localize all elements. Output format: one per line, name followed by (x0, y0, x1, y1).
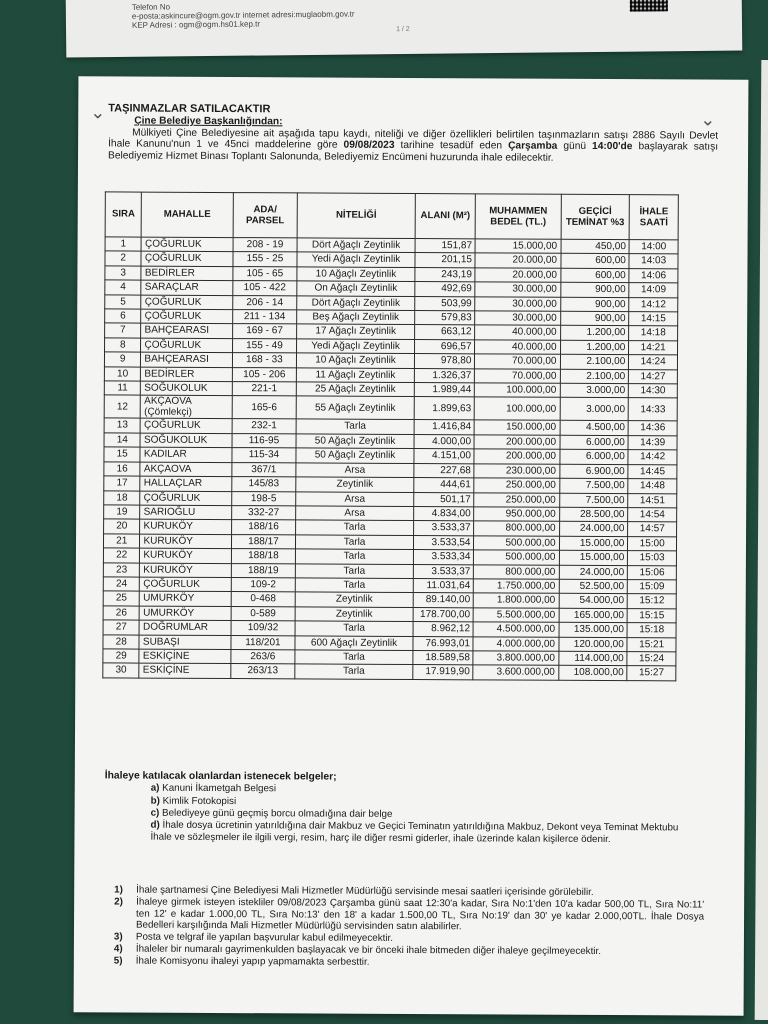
cell-alan: 1.899,63 (414, 397, 475, 420)
cell-saat: 15:00 (628, 536, 677, 551)
cell-ada: 188/18 (231, 549, 296, 564)
cell-alan: 503,99 (414, 296, 475, 311)
cell-teminat: 600,00 (560, 254, 629, 269)
cell-nitelik: Zeytinlik (296, 592, 413, 607)
cell-sira: 9 (104, 352, 141, 367)
cell-mahalle: KURUKÖY (140, 519, 231, 534)
cell-saat: 15:15 (627, 608, 676, 623)
cell-ada: 232-1 (232, 419, 297, 434)
notice-intro-paragraph: Mülkiyeti Çine Belediyesine ait aşağıda tapu kaydı, niteliği ve diğer özellikleri belirtilen taşınmazların satışı 2886 Sayılı Devlet İhale Kanunu'nun 1 ve 45nci maddelerine göre 09/08/2023 tarihine tesadüf eden Çarşamba günü 14:00'de başlayarak satışı Belediyemiz Hizmet Binası Toplantı Salonunda, Belediyemiz Encümeni huzurunda ihale edilecektir. (108, 127, 719, 164)
cell-saat: 14:39 (628, 436, 677, 451)
cell-mahalle: ÇOĞURLUK (141, 251, 232, 266)
cell-saat: 14:33 (629, 398, 678, 421)
cell-alan: 1.989,44 (414, 383, 475, 398)
cell-alan: 579,83 (414, 311, 475, 326)
cell-teminat: 24.000,00 (559, 565, 628, 580)
qr-code-icon (630, 0, 668, 12)
cell-ada: 109-2 (231, 577, 296, 592)
cell-mahalle: UMURKÖY (140, 591, 231, 606)
cell-mahalle: AKÇAOVA (Çömlekçi) (141, 396, 232, 419)
cell-bedel: 500.000,00 (474, 536, 559, 551)
cell-sira: 27 (103, 620, 140, 635)
cell-ada: 367/1 (231, 462, 296, 477)
cell-mahalle: SARIOĞLU (140, 505, 231, 520)
cell-bedel: 800.000,00 (474, 521, 559, 536)
cell-bedel: 70.000,00 (475, 354, 560, 369)
property-table (102, 191, 679, 681)
cell-mahalle: ÇOĞURLUK (141, 419, 232, 434)
cell-bedel: 20.000,00 (475, 253, 560, 268)
cell-ada: 105 - 206 (232, 367, 297, 382)
cell-mahalle: ÇOĞURLUK (141, 309, 232, 324)
cell-bedel: 1.800.000,00 (474, 593, 559, 608)
document-item-d: d) İhale dosya ücretinin yatırıldığına dair Makbuz ve Geçici Teminatın yatırıldığına Makbuz, Dekont veya Teminat Mektubu (150, 819, 679, 834)
cell-alan: 8.962,12 (413, 622, 474, 637)
cell-sira: 18 (104, 490, 141, 505)
document-item-c: c) Belediyeye günü geçmiş borcu olmadığına dair belge (150, 807, 393, 820)
cell-bedel: 230.000,00 (474, 464, 559, 479)
notice-header (108, 103, 718, 165)
cell-ada: 118/201 (231, 635, 296, 650)
cell-sira: 11 (104, 381, 141, 396)
cell-teminat: 900,00 (560, 297, 629, 312)
cell-sira: 25 (103, 591, 140, 606)
cell-bedel: 4.000.000,00 (473, 636, 558, 651)
cell-sira: 2 (105, 251, 142, 266)
cell-teminat: 2.100,00 (560, 369, 629, 384)
cell-ada: 0-589 (231, 606, 296, 621)
table-row (103, 663, 676, 680)
cell-mahalle: ÇOĞURLUK (141, 295, 232, 310)
cell-alan: 76.993,01 (413, 636, 474, 651)
cell-saat: 14:00 (629, 240, 678, 255)
cell-mahalle: SOĞUKOLUK (141, 381, 232, 396)
cell-alan: 4.000,00 (414, 434, 475, 449)
cell-saat: 15:18 (627, 623, 676, 638)
col-teminat: GEÇİCİ TEMİNAT %3 (561, 194, 630, 239)
cell-saat: 14:42 (628, 450, 677, 465)
cell-sira: 29 (103, 649, 140, 664)
cell-bedel: 150.000,00 (475, 420, 560, 435)
cell-nitelik: Tarla (296, 563, 413, 578)
pushpin-icon: ⌄ (700, 109, 716, 130)
cell-bedel: 200.000,00 (474, 449, 559, 464)
cell-saat: 14:45 (628, 464, 677, 479)
col-sira: SIRA (105, 192, 142, 237)
col-mahalle: MAHALLE (142, 192, 233, 237)
cell-ada: 198-5 (231, 491, 296, 506)
cell-nitelik: 17 Ağaçlı Zeytinlik (297, 324, 414, 339)
note-number: 5) (113, 955, 123, 967)
cell-mahalle: BAHÇEARASI (141, 352, 232, 367)
cell-ada: 168 - 33 (232, 353, 297, 368)
cell-ada: 188/17 (231, 534, 296, 549)
cell-sira: 28 (103, 634, 140, 649)
cell-mahalle: UMURKÖY (140, 606, 231, 621)
note-item (104, 896, 704, 935)
cell-teminat: 28.500,00 (559, 507, 628, 522)
cell-saat: 15:12 (628, 594, 677, 609)
required-documents (104, 770, 704, 847)
cell-teminat: 900,00 (560, 311, 629, 326)
cell-mahalle: ESKİÇİNE (139, 649, 230, 664)
cell-ada: 109/32 (231, 621, 296, 636)
cell-nitelik: Tarla (295, 650, 412, 665)
cell-ada: 145/83 (231, 477, 296, 492)
cell-alan: 17.919,90 (413, 665, 474, 680)
cell-ada: 169 - 67 (232, 324, 297, 339)
cell-sira: 14 (104, 433, 141, 448)
cell-saat: 15:27 (627, 666, 676, 681)
cell-bedel: 30.000,00 (475, 282, 560, 297)
cell-nitelik: Tarla (296, 520, 413, 535)
table-row (104, 395, 677, 421)
cell-teminat: 54.000,00 (559, 594, 628, 609)
tax-expenses-note: İhale ve sözleşmeler ile ilgili vergi, resim, harç ile diğer resmi giderler, ihale üzerinde kalan kişilerce ödenir. (150, 832, 611, 846)
cell-nitelik: Arsa (296, 463, 413, 478)
document-item-b: b) Kimlik Fotokopisi (150, 795, 237, 807)
note-number: 1) (114, 884, 123, 896)
note-item (104, 955, 704, 970)
cell-saat: 14:24 (629, 355, 678, 370)
cell-teminat: 4.500,00 (560, 421, 629, 436)
cell-ada: 155 - 25 (233, 252, 298, 267)
cell-teminat: 3.000,00 (560, 398, 629, 421)
cell-sira: 19 (104, 505, 141, 520)
cell-bedel: 100.000,00 (475, 383, 560, 398)
cell-teminat: 1.200,00 (560, 326, 629, 341)
cell-ada: 332-27 (231, 505, 296, 520)
cell-ada: 263/6 (230, 650, 295, 665)
cell-saat: 15:21 (627, 637, 676, 652)
cell-alan: 1.326,37 (414, 368, 475, 383)
cell-teminat: 114.000,00 (558, 651, 627, 666)
cell-teminat: 600,00 (560, 268, 629, 283)
cell-alan: 3.533,37 (413, 521, 474, 536)
note-text: İhaleler bir numaralı gayrimenkulden başlayacak ve bir önceki ihale bitmeden diğer ihaleye geçilmeyecektir. (135, 943, 601, 957)
cell-teminat: 450,00 (561, 239, 630, 254)
cell-mahalle: HALLAÇLAR (140, 476, 231, 491)
col-alan: ALANI (M²) (415, 194, 476, 239)
cell-mahalle: BAHÇEARASI (141, 324, 232, 339)
cell-alan: 89.140,00 (413, 593, 474, 608)
cell-ada: 105 - 422 (232, 281, 297, 296)
contact-block (132, 1, 355, 30)
cell-saat: 15:03 (628, 551, 677, 566)
cell-sira: 13 (104, 418, 141, 433)
cell-ada: 211 - 134 (232, 310, 297, 325)
cell-bedel: 70.000,00 (475, 368, 560, 383)
cell-mahalle: BEDİRLER (141, 367, 232, 382)
cell-saat: 14:12 (629, 297, 678, 312)
cell-nitelik: Arsa (296, 491, 413, 506)
cell-mahalle: ÇOĞURLUK (141, 237, 232, 252)
table-header-row (105, 192, 678, 240)
cell-ada: 116-95 (232, 433, 297, 448)
cell-bedel: 500.000,00 (474, 550, 559, 565)
document-item-a: a) Kanuni İkametgah Belgesi (150, 782, 277, 795)
issuing-authority: Çine Belediye Başkanlığından: (134, 115, 283, 128)
cell-nitelik: Beş Ağaçlı Zeytinlik (297, 310, 414, 325)
cell-alan: 444,61 (414, 478, 475, 493)
note-text: Posta ve telgraf ile yapılan başvurular kabul edilmeyecektir. (135, 931, 394, 945)
cell-nitelik: 11 Ağaçlı Zeytinlik (297, 368, 414, 383)
note-number: 4) (113, 943, 123, 955)
cell-mahalle: KURUKÖY (140, 548, 231, 563)
cell-alan: 501,17 (413, 492, 474, 507)
col-saat: İHALE SAATİ (629, 195, 678, 240)
auction-notice-page (74, 76, 749, 1015)
cell-saat: 14:30 (629, 384, 678, 399)
cell-alan: 178.700,00 (413, 607, 474, 622)
cell-ada: 105 - 65 (232, 266, 297, 281)
cell-bedel: 100.000,00 (475, 397, 560, 420)
cell-teminat: 135.000,00 (559, 622, 628, 637)
pushpin-icon: ⌄ (90, 102, 106, 123)
page-number: 1 / 2 (396, 25, 410, 34)
cell-mahalle: KURUKÖY (140, 563, 231, 578)
cell-nitelik: Tarla (296, 535, 413, 550)
cell-nitelik: Zeytinlik (295, 607, 412, 622)
cell-mahalle: SUBAŞI (139, 635, 230, 650)
col-nitelik: NİTELİĞİ (297, 193, 415, 239)
cell-alan: 663,12 (414, 325, 475, 340)
cell-ada: 188/19 (231, 563, 296, 578)
cell-sira: 5 (105, 295, 142, 310)
cell-teminat: 15.000,00 (559, 550, 628, 565)
note-text: İhale şartnamesi Çine Belediyesi Mali Hizmetler Müdürlüğü servisinde mesai saatleri içerisinde görülebilir. (136, 884, 594, 898)
cell-saat: 14:18 (629, 326, 678, 341)
cell-nitelik: Tarla (295, 621, 412, 636)
cell-nitelik: Yedi Ağaçlı Zeytinlik (297, 339, 414, 354)
cell-sira: 24 (103, 577, 140, 592)
col-bedel: MUHAMMEN BEDEL (TL.) (476, 194, 561, 239)
cell-teminat: 108.000,00 (558, 666, 627, 681)
cell-saat: 15:24 (627, 652, 676, 667)
cell-bedel: 40.000,00 (475, 340, 560, 355)
cell-ada: 155 - 49 (232, 338, 297, 353)
cell-sira: 6 (105, 309, 142, 324)
cell-bedel: 950.000,00 (474, 507, 559, 522)
cell-mahalle: ÇOĞURLUK (141, 338, 232, 353)
cell-saat: 14:51 (628, 493, 677, 508)
cell-teminat: 24.000,00 (559, 522, 628, 537)
background-document-page (66, 0, 743, 58)
note-number: 2) (114, 896, 123, 908)
cell-sira: 16 (104, 462, 141, 477)
cell-nitelik: 10 Ağaçlı Zeytinlik (297, 353, 414, 368)
cell-bedel: 3.800.000,00 (473, 651, 558, 666)
cell-saat: 14:21 (629, 340, 678, 355)
cell-bedel: 30.000,00 (475, 296, 560, 311)
cell-mahalle: ESKİÇİNE (139, 663, 230, 678)
cell-saat: 14:27 (629, 369, 678, 384)
note-text: İhale Komisyonu ihaleyi yapıp yapmamakta serbesttir. (135, 955, 370, 968)
cell-alan: 3.533,37 (413, 564, 474, 579)
cell-nitelik: 50 Ağaçlı Zeytinlik (296, 434, 413, 449)
cell-sira: 21 (103, 534, 140, 549)
cell-bedel: 250.000,00 (474, 492, 559, 507)
cell-teminat: 7.500,00 (559, 478, 628, 493)
cell-nitelik: Zeytinlik (296, 477, 413, 492)
cell-saat: 15:06 (628, 565, 677, 580)
cell-teminat: 3.000,00 (560, 383, 629, 398)
cell-saat: 14:06 (629, 268, 678, 283)
cell-alan: 201,15 (415, 253, 476, 268)
cell-mahalle: SOĞUKOLUK (140, 433, 231, 448)
cell-nitelik: 600 Ağaçlı Zeytinlik (295, 635, 412, 650)
cell-sira: 8 (105, 338, 142, 353)
cell-saat: 14:57 (628, 522, 677, 537)
cell-nitelik: Tarla (295, 664, 412, 679)
cell-alan: 3.533,54 (413, 535, 474, 550)
cell-bedel: 40.000,00 (475, 325, 560, 340)
cell-mahalle: ÇOĞURLUK (140, 577, 231, 592)
cell-teminat: 1.200,00 (560, 340, 629, 355)
cell-teminat: 165.000,00 (559, 608, 628, 623)
cell-bedel: 250.000,00 (474, 478, 559, 493)
cell-bedel: 20.000,00 (475, 268, 560, 283)
cell-alan: 18.589,58 (413, 650, 474, 665)
cell-mahalle: DOĞRUMLAR (139, 620, 230, 635)
cell-teminat: 6.900,00 (559, 464, 628, 479)
contact-phone-line: Telefon No (131, 2, 171, 12)
cell-alan: 1.416,84 (414, 420, 475, 435)
cell-ada: 165-6 (232, 396, 297, 419)
cell-nitelik: 25 Ağaçlı Zeytinlik (297, 382, 414, 397)
cell-bedel: 800.000,00 (474, 564, 559, 579)
cell-bedel: 3.600.000,00 (473, 665, 558, 680)
cell-sira: 7 (105, 323, 142, 338)
cell-sira: 17 (104, 476, 141, 491)
cell-saat: 14:48 (628, 479, 677, 494)
cell-teminat: 7.500,00 (559, 493, 628, 508)
cell-sira: 4 (105, 280, 142, 295)
cell-teminat: 2.100,00 (560, 355, 629, 370)
cell-mahalle: BEDİRLER (141, 266, 232, 281)
cell-saat: 14:09 (629, 283, 678, 298)
cell-sira: 23 (103, 562, 140, 577)
cell-ada: 188/16 (231, 520, 296, 535)
cell-nitelik: Tarla (296, 549, 413, 564)
cell-bedel: 4.500.000,00 (474, 622, 559, 637)
col-ada-parsel: ADA/ PARSEL (233, 193, 298, 238)
cell-nitelik: On Ağaçlı Zeytinlik (297, 281, 414, 296)
cell-ada: 263/13 (230, 664, 295, 679)
cell-nitelik: Yedi Ağaçlı Zeytinlik (297, 252, 414, 267)
cell-alan: 243,19 (415, 267, 476, 282)
cell-teminat: 120.000,00 (558, 637, 627, 652)
cell-teminat: 6.000,00 (559, 450, 628, 465)
cell-ada: 206 - 14 (232, 295, 297, 310)
cell-ada: 0-468 (231, 592, 296, 607)
cell-bedel: 15.000,00 (476, 239, 561, 254)
cell-teminat: 6.000,00 (560, 435, 629, 450)
cell-alan: 492,69 (415, 282, 476, 297)
cell-alan: 227,68 (414, 463, 475, 478)
cell-saat: 14:54 (628, 508, 677, 523)
cell-bedel: 1.750.000,00 (474, 579, 559, 594)
cell-mahalle: KURUKÖY (140, 534, 231, 549)
cell-bedel: 200.000,00 (474, 435, 559, 450)
cell-alan: 978,80 (414, 354, 475, 369)
cell-alan: 151,87 (415, 239, 476, 254)
cell-nitelik: 50 Ağaçlı Zeytinlik (296, 448, 413, 463)
cell-alan: 4.834,00 (413, 506, 474, 521)
cell-saat: 14:15 (629, 312, 678, 327)
cell-sira: 1 (105, 237, 142, 252)
cell-sira: 10 (104, 367, 141, 382)
numbered-notes (104, 884, 704, 970)
cell-sira: 3 (105, 266, 142, 281)
cell-bedel: 5.500.000,00 (474, 608, 559, 623)
cell-nitelik: Arsa (296, 506, 413, 521)
cell-nitelik: Tarla (296, 578, 413, 593)
contact-email-line: e-posta:askincure@ogm.gov.tr internet adresi:muglaobm.gov.tr (131, 9, 355, 21)
cell-teminat: 15.000,00 (559, 536, 628, 551)
notice-title: TAŞINMAZLAR SATILACAKTIR (108, 102, 271, 116)
cell-nitelik: Dört Ağaçlı Zeytinlik (297, 238, 414, 253)
cell-sira: 20 (104, 519, 141, 534)
cell-saat: 14:36 (628, 421, 677, 436)
cell-ada: 208 - 19 (233, 238, 298, 253)
cell-alan: 11.031,64 (413, 578, 474, 593)
cell-saat: 14:03 (629, 254, 678, 269)
cell-alan: 696,57 (414, 339, 475, 354)
cell-nitelik: Dört Ağaçlı Zeytinlik (297, 296, 414, 311)
required-documents-heading: İhaleye katılacak olanlardan istenecek belgeler; (104, 770, 337, 783)
cell-sira: 22 (103, 548, 140, 563)
cell-ada: 115-34 (231, 448, 296, 463)
cell-teminat: 52.500,00 (559, 579, 628, 594)
cell-alan: 3.533,34 (413, 550, 474, 565)
contact-kep-line: KEP Adresi : ogm@ogm.hs01.kep.tr (131, 19, 261, 30)
cell-mahalle: KADILAR (140, 447, 231, 462)
cell-mahalle: AKÇAOVA (140, 462, 231, 477)
note-number: 3) (113, 931, 123, 943)
cell-mahalle: SARAÇLAR (141, 280, 232, 295)
cell-sira: 26 (103, 606, 140, 621)
cell-bedel: 30.000,00 (475, 311, 560, 326)
cell-sira: 30 (103, 663, 140, 678)
cell-nitelik: 55 Ağaçlı Zeytinlik (296, 396, 414, 420)
cell-mahalle: ÇOĞURLUK (140, 491, 231, 506)
note-text: İhaleye girmek isteyen istekliler 09/08/2023 Çarşamba günü saat 12:30'a kadar, Sıra No:1'den 10'a kadar 500,00 TL, Sıra No:11' ten 12' e kadar 1.000,00 TL, Sıra No:13' den 18' a kadar 1.500,00 TL, Sıra No:19' dan 30' ye kadar 2.000,00TL. İhale Dosya Bedelleri karşılığında Mali Hizmetler Müdürlüğü servisinden satın alabilirler. (135, 896, 705, 933)
cell-nitelik: Tarla (296, 419, 413, 434)
cell-teminat: 900,00 (560, 282, 629, 297)
cell-nitelik: 10 Ağaçlı Zeytinlik (297, 267, 414, 282)
cell-saat: 15:09 (628, 580, 677, 595)
cell-sira: 12 (104, 395, 141, 418)
adjacent-paper-edge (755, 60, 768, 1020)
cell-ada: 221-1 (232, 382, 297, 397)
cell-sira: 15 (104, 447, 141, 462)
cell-alan: 4.151,00 (414, 449, 475, 464)
